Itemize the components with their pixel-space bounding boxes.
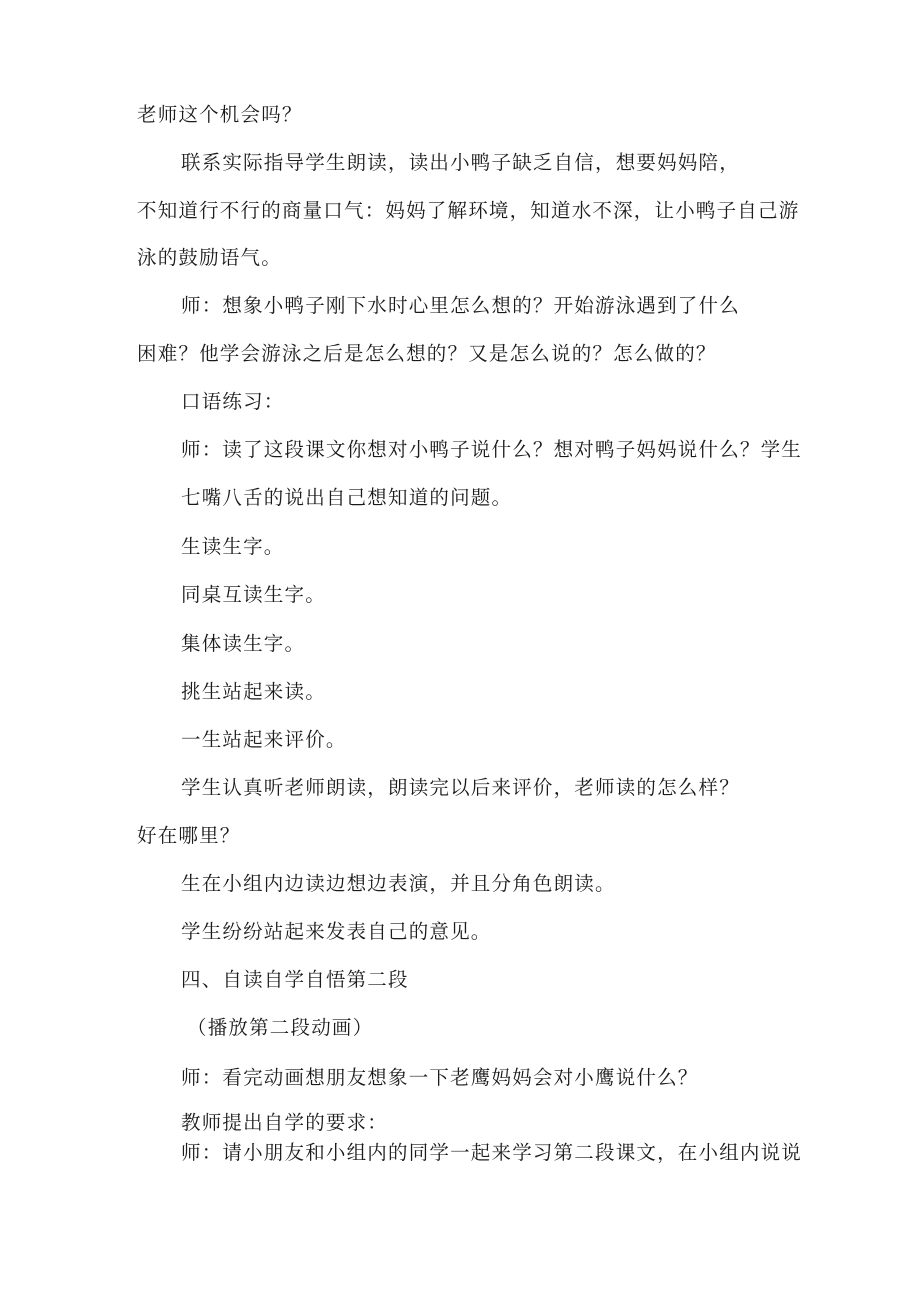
text-line: 教师提出自学的要求： <box>181 1111 389 1134</box>
text-line: （播放第二段动画） <box>187 1016 374 1039</box>
section-heading: 四、自读自学自悟第二段 <box>181 968 409 991</box>
text-line: 生在小组内边读边想边表演，并且分角色朗读。 <box>181 872 616 895</box>
text-line: 不知道行不行的商量口气：妈妈了解环境，知道水不深，让小鸭子自己游 <box>137 199 800 222</box>
text-line: 七嘴八舌的说出自己想知道的问题。 <box>181 486 513 509</box>
text-line: 挑生站起来读。 <box>181 680 326 703</box>
text-line: 学生纷纷站起来发表自己的意见。 <box>181 920 492 943</box>
text-line: 联系实际指导学生朗读，读出小鸭子缺乏自信，想要妈妈陪， <box>181 151 740 174</box>
text-line: 困难？他学会游泳之后是怎么想的？又是怎么说的？怎么做的？ <box>137 342 717 365</box>
text-line: 同桌互读生字。 <box>181 583 326 606</box>
text-line: 泳的鼓励语气。 <box>137 246 282 269</box>
text-line: 老师这个机会吗？ <box>137 103 303 126</box>
text-line: 口语练习： <box>181 390 285 413</box>
text-line: 师：想象小鸭子刚下水时心里怎么想的？开始游泳遇到了什么 <box>181 294 740 317</box>
text-line: 师：看完动画想朋友想象一下老鹰妈妈会对小鹰说什么？ <box>181 1066 699 1089</box>
text-line: 学生认真听老师朗读，朗读完以后来评价，老师读的怎么样？ <box>181 776 740 799</box>
text-line: 师：请小朋友和小组内的同学一起来学习第二段课文，在小组内说说 <box>181 1141 803 1164</box>
text-line: 师：读了这段课文你想对小鸭子说什么？想对鸭子妈妈说什么？学生 <box>181 438 803 461</box>
text-line: 集体读生字。 <box>181 632 306 655</box>
text-line: 好在哪里？ <box>137 824 241 847</box>
text-line: 一生站起来评价。 <box>181 728 347 751</box>
text-line: 生读生字。 <box>181 535 285 558</box>
